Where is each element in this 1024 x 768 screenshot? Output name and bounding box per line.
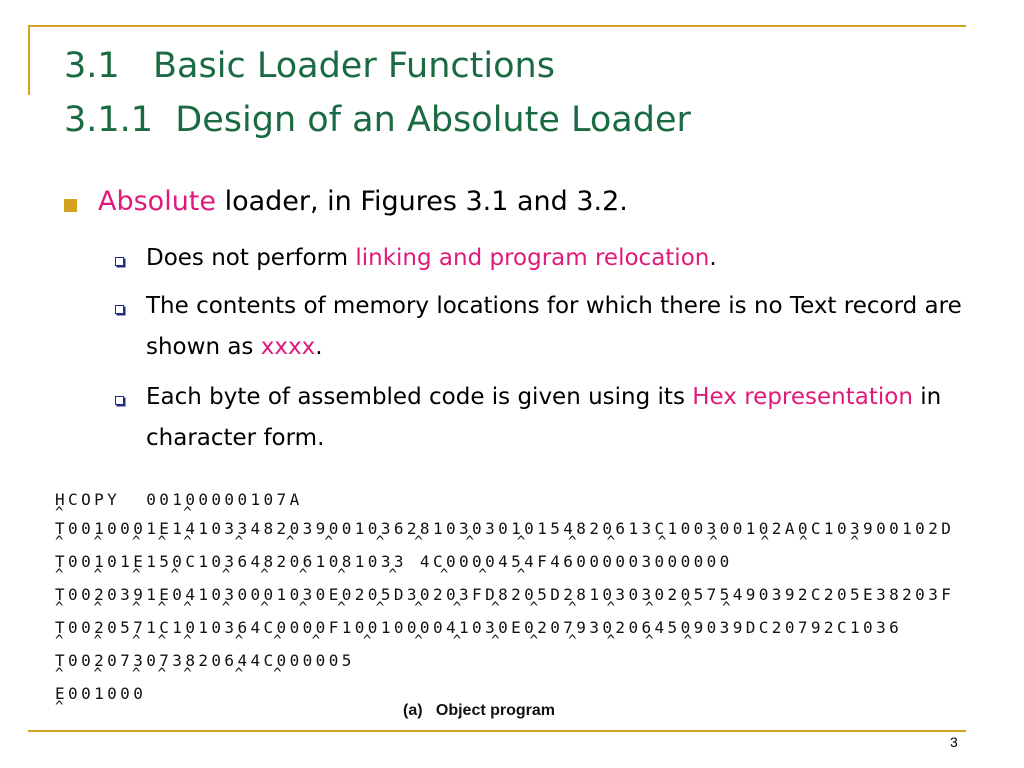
- frame-left-rule: [28, 25, 30, 95]
- object-record: T0020571C1010364C0000F1001000041030E02079302064509039DC20792C1036: [55, 618, 903, 637]
- record-separator-carets: ^: [55, 699, 68, 715]
- page-number: 3: [950, 734, 958, 750]
- record-separator-carets: ^ ^: [55, 505, 197, 521]
- object-record: HCOPY 00100000107A: [55, 490, 303, 509]
- frame-bottom-rule: [28, 730, 966, 732]
- main-bullet-highlight: Absolute: [98, 186, 217, 217]
- figure-caption: (a) Object program: [403, 702, 556, 719]
- sub-bullet-3-pre: Each byte of assembled code is given using its: [146, 384, 693, 410]
- record-separator-carets: ^ ^ ^ ^ ^ ^ ^ ^ ^ ^ ^ ^ ^ ^ ^ ^ ^ ^ ^: [55, 534, 864, 550]
- sub-bullet-3: [146, 377, 966, 459]
- object-record: E001000: [55, 684, 147, 703]
- object-record: T0010001E1410334820390010362810303010154820613C100300102A0C103900102D: [55, 519, 955, 538]
- slide-title-line2: 3.1.1 Design of an Absolute Loader: [64, 100, 691, 140]
- sub-bullet-box-icon: [115, 396, 124, 405]
- sub-bullet-2-post: .: [315, 334, 323, 360]
- record-separator-carets: ^ ^ ^ ^ ^ ^ ^ ^ ^ ^ ^ ^ ^ ^ ^ ^ ^ ^ ^: [55, 600, 735, 616]
- sub-bullet-1-highlight: linking and program relocation: [355, 245, 710, 271]
- object-record: T00101E150C1036482061081033 4C0000454F46000003000000: [55, 552, 733, 571]
- sub-bullet-box-icon: [115, 257, 124, 266]
- sub-bullet-1-post: .: [709, 245, 717, 271]
- sub-bullet-2-pre: The contents of memory locations for which there is no Text record are shown as: [146, 293, 962, 360]
- slide-title-line1: 3.1 Basic Loader Functions: [64, 46, 555, 86]
- frame-top-rule: [28, 25, 966, 27]
- main-bullet-text: loader, in Figures 3.1 and 3.2.: [216, 186, 628, 217]
- sub-bullet-1: [146, 238, 966, 279]
- sub-bullet-2-highlight: xxxx: [260, 334, 316, 360]
- sub-bullet-2: [146, 286, 966, 368]
- bullet-square-icon: [64, 199, 77, 212]
- object-program-figure: [55, 488, 965, 718]
- sub-bullet-3-highlight: Hex representation: [692, 384, 913, 410]
- record-separator-carets: ^ ^ ^ ^ ^ ^ ^ ^ ^ ^ ^ ^ ^ ^ ^ ^ ^: [55, 633, 697, 649]
- record-separator-carets: ^ ^ ^ ^ ^ ^ ^: [55, 666, 286, 682]
- sub-bullet-1-pre: Does not perform: [146, 245, 356, 271]
- sub-bullet-box-icon: [115, 305, 124, 314]
- object-record: T002073073820644C000005: [55, 651, 355, 670]
- sub-bullet-3-post: in character form.: [146, 384, 942, 451]
- main-bullet: [98, 186, 628, 217]
- object-record: T0020391E041030001030E0205D30203FD8205D2810303020575490392C205E38203F: [55, 585, 955, 604]
- record-separator-carets: ^ ^ ^ ^ ^ ^ ^ ^ ^ ^ ^ ^: [55, 567, 530, 583]
